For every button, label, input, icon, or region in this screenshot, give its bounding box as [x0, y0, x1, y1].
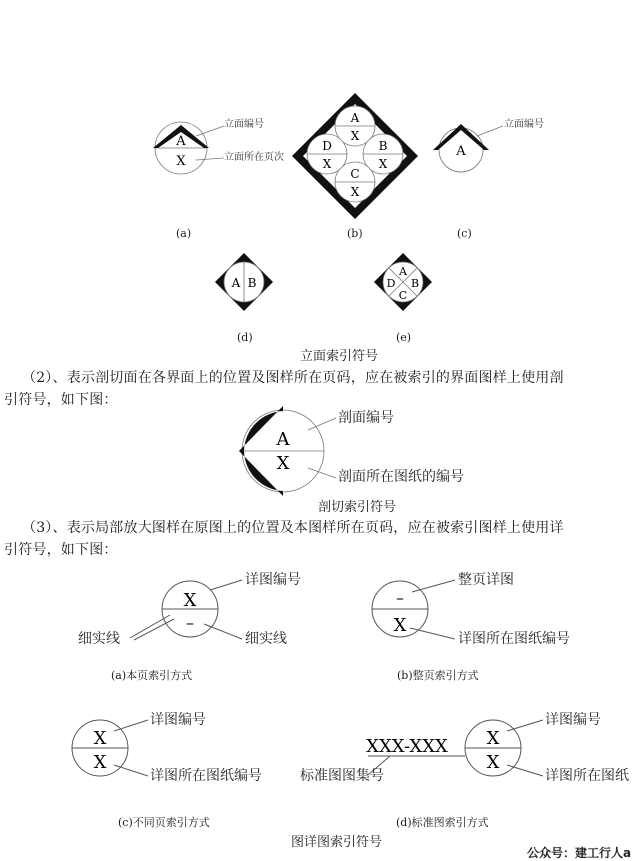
- caption-detail-b: (b)整页索引方式: [397, 669, 479, 682]
- elevation-a-letter-top: A: [176, 134, 186, 149]
- leader-line: [477, 126, 503, 136]
- watermark: 公众号：建工行人a: [524, 846, 634, 860]
- caption-detail-c: (c)不同页索引方式: [118, 816, 210, 829]
- elevation-d-letter: B: [247, 276, 257, 290]
- figure2-title: 剖切索引符号: [318, 500, 397, 515]
- elevation-a-letter-bottom: X: [176, 154, 186, 169]
- elevation-symbol-d: [215, 253, 273, 311]
- elevation-symbol-e: [374, 253, 432, 311]
- label-detail-number-c: 详图编号: [150, 712, 206, 728]
- label-detail-number-d: 详图编号: [545, 712, 601, 728]
- leader-line: [114, 720, 148, 731]
- detail-b-top: –: [396, 588, 404, 607]
- label-atlas-number: 标准图图集号: [300, 768, 384, 784]
- elevation-b-letter: X: [378, 157, 388, 171]
- label-thin-line-left: 细实线: [78, 631, 120, 647]
- detail-d-bottom: X: [486, 752, 500, 773]
- leader-line: [308, 468, 336, 478]
- elevation-e-letter: D: [386, 277, 396, 290]
- elevation-symbol-c: [433, 124, 503, 172]
- para3-line1: （3）、表示局部放大图样在原图上的位置及本图样所在页码，应在被索引图样上使用详: [22, 520, 564, 536]
- leader-line: [114, 765, 148, 776]
- leader-line: [196, 158, 224, 160]
- label-detail-sheet-c: 详图所在图纸编号: [150, 768, 262, 784]
- elevation-e-letter: A: [399, 265, 407, 278]
- caption-b: (b): [347, 227, 363, 240]
- leader-line: [410, 628, 455, 639]
- elevation-e-letter: B: [410, 277, 420, 290]
- elevation-d-letter: A: [231, 276, 241, 290]
- elevation-b-letter: X: [350, 129, 360, 143]
- detail-a-top: X: [183, 590, 197, 611]
- section-letter-top: A: [276, 429, 290, 450]
- elevation-b-letter: B: [378, 139, 388, 153]
- caption-a: (a): [176, 227, 192, 240]
- leader-line: [507, 720, 543, 731]
- leader-line: [130, 615, 170, 638]
- label-detail-sheet-b: 详图所在图纸编号: [458, 631, 570, 647]
- label-thin-line-right: 细实线: [245, 631, 287, 647]
- para2-line1: （2）、表示剖切面在各界面上的位置及图样所在页码，应在被索引的界面图样上使用剖: [22, 370, 564, 386]
- detail-index-b: [372, 580, 455, 639]
- leader-line: [507, 765, 543, 776]
- leader-line: [412, 580, 455, 592]
- detail-a-bottom: –: [186, 613, 194, 632]
- section-letter-bottom: X: [276, 453, 290, 474]
- para2-line2: 引符号，如下图：: [4, 392, 118, 408]
- detail-c-bottom: X: [93, 752, 107, 773]
- elevation-c-letter: A: [456, 144, 466, 159]
- label-detail-sheet-d: 详图所在图纸: [545, 768, 629, 784]
- leader-line: [204, 624, 242, 639]
- elevation-e-letter: C: [398, 289, 408, 302]
- detail-d-top: X: [486, 728, 500, 749]
- caption-c: (c): [457, 227, 472, 240]
- caption-d: (d): [237, 331, 253, 344]
- elevation-b-letter: A: [350, 111, 360, 125]
- elevation-b-letter: D: [322, 139, 332, 153]
- elevation-b-letter: C: [350, 167, 360, 181]
- detail-b-bottom: X: [393, 615, 407, 636]
- caption-e: (e): [396, 331, 412, 344]
- elevation-symbol-a: [153, 122, 224, 174]
- figure1-title: 立面索引符号: [300, 349, 379, 364]
- label-elevation-page: 立面所在页次: [224, 152, 284, 163]
- section-index-symbol: [239, 406, 336, 496]
- detail-d-atlas-code: XXX-XXX: [366, 736, 448, 757]
- label-section-number: 剖面编号: [338, 410, 394, 426]
- label-section-sheet: 剖面所在图纸的编号: [338, 469, 464, 485]
- para3-line2: 引符号，如下图：: [4, 542, 118, 558]
- leader-line: [308, 418, 336, 430]
- elevation-b-letter: X: [350, 185, 360, 199]
- label-elevation-number-c: 立面编号: [504, 119, 544, 130]
- leader-line: [134, 619, 174, 640]
- caption-detail-d: (d)标准图索引方式: [396, 816, 489, 829]
- leader-line: [210, 580, 242, 590]
- caption-detail-a: (a)本页索引方式: [111, 669, 193, 682]
- elevation-b-letter: X: [322, 157, 332, 171]
- label-full-page-detail: 整页详图: [458, 572, 514, 588]
- figure3-title: 图详图索引符号: [291, 835, 383, 850]
- label-detail-number-a: 详图编号: [245, 572, 301, 588]
- detail-index-c: [72, 720, 148, 776]
- label-elevation-number: 立面编号: [224, 119, 264, 130]
- detail-c-top: X: [93, 728, 107, 749]
